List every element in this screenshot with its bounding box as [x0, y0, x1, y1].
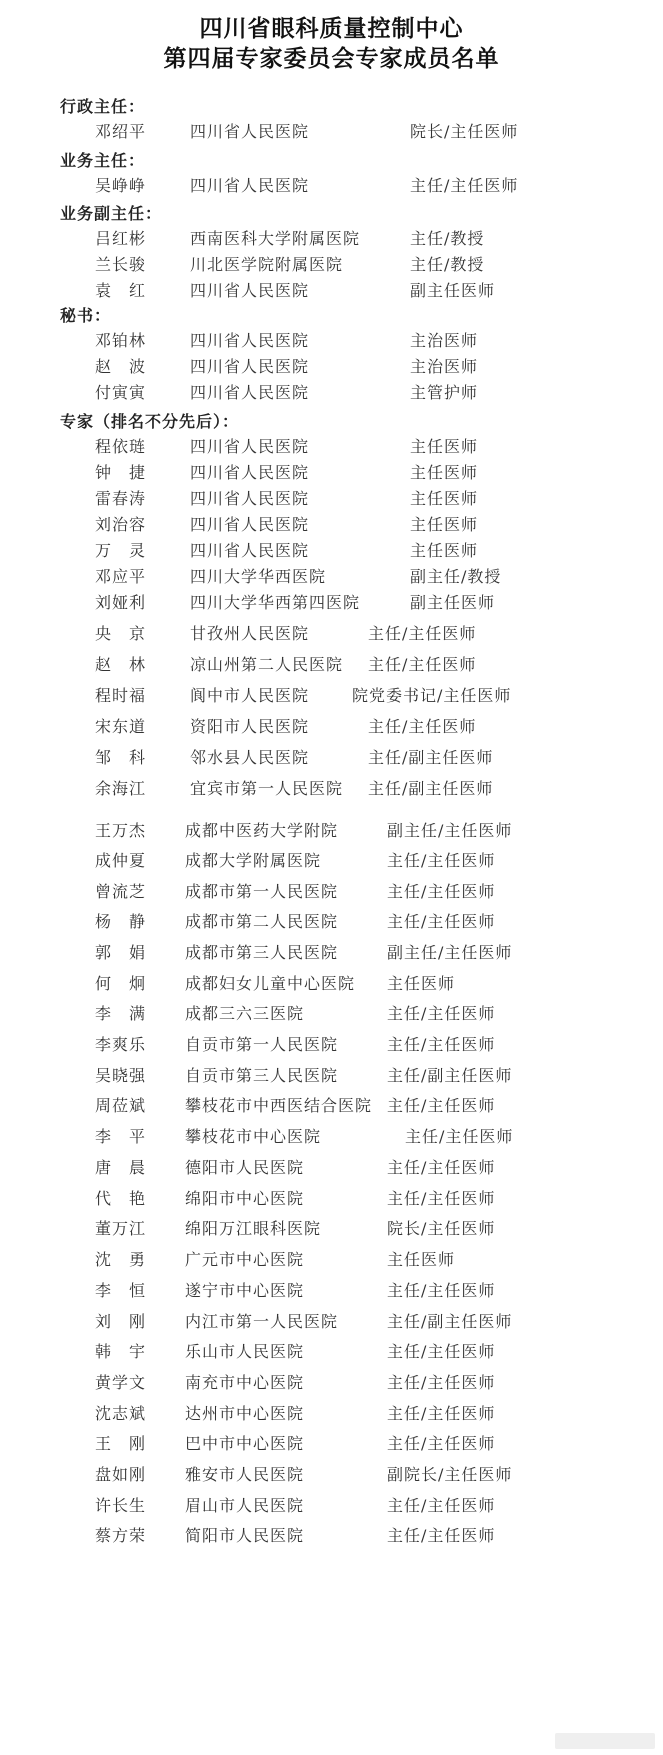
- member-name: 央 京: [95, 624, 147, 643]
- member-hospital: 眉山市人民医院: [185, 1496, 305, 1515]
- member-row: [0, 485, 663, 513]
- member-name: 李爽乐: [95, 1035, 147, 1054]
- member-hospital: 西南医科大学附属医院: [190, 229, 361, 248]
- member-hospital: 达州市中心医院: [185, 1404, 305, 1423]
- member-position: 主任/主任医师: [368, 717, 477, 736]
- member-name: 袁 红: [95, 281, 147, 300]
- member-hospital: 四川省人民医院: [190, 122, 310, 141]
- member-row: [0, 817, 663, 845]
- member-row: [0, 939, 663, 967]
- member-row: [0, 1492, 663, 1520]
- member-hospital: 成都市第一人民医院: [185, 882, 339, 901]
- member-row: [0, 277, 663, 305]
- member-row: [0, 1277, 663, 1305]
- member-hospital: 四川大学华西第四医院: [190, 593, 361, 612]
- member-row: [0, 847, 663, 875]
- member-row: [0, 1430, 663, 1458]
- member-position: 副主任/主任医师: [387, 943, 513, 962]
- member-position: 主任/主任医师: [387, 1281, 496, 1300]
- member-row: [0, 459, 663, 487]
- member-row: [0, 1522, 663, 1550]
- member-position: 主任/主任医师: [387, 1096, 496, 1115]
- section-heading: 秘书：: [60, 306, 112, 325]
- document-title-line-1: 四川省眼科质量控制中心: [199, 16, 464, 42]
- member-hospital: 广元市中心医院: [185, 1250, 305, 1269]
- member-position: 主管护师: [410, 383, 479, 402]
- member-row: [0, 225, 663, 253]
- member-name: 赵 波: [95, 357, 147, 376]
- member-name: 邓绍平: [95, 122, 147, 141]
- member-row: [0, 433, 663, 461]
- member-name: 付寅寅: [95, 383, 147, 402]
- member-hospital: 四川省人民医院: [190, 383, 310, 402]
- member-hospital: 遂宁市中心医院: [185, 1281, 305, 1300]
- member-name: 邹 科: [95, 748, 147, 767]
- member-name: 杨 静: [95, 912, 147, 931]
- member-row: [0, 908, 663, 936]
- member-hospital: 成都市第三人民医院: [185, 943, 339, 962]
- member-hospital: 绵阳市中心医院: [185, 1189, 305, 1208]
- section-heading: 专家（排名不分先后）：: [60, 412, 240, 431]
- member-name: 雷春涛: [95, 489, 147, 508]
- member-row: [0, 251, 663, 279]
- member-row: [0, 118, 663, 146]
- member-hospital: 川北医学院附属医院: [190, 255, 344, 274]
- member-position: 主任/主任医师: [387, 1496, 496, 1515]
- member-row: [0, 1400, 663, 1428]
- member-position: 主任/主任医师: [368, 624, 477, 643]
- member-position: 院长/主任医师: [387, 1219, 496, 1238]
- section-heading: 行政主任：: [60, 97, 146, 116]
- member-row: [0, 775, 663, 803]
- member-name: 邓应平: [95, 567, 147, 586]
- section-heading: 业务主任：: [60, 151, 146, 170]
- member-position: 主任/主任医师: [387, 1526, 496, 1545]
- member-hospital: 成都市第二人民医院: [185, 912, 339, 931]
- member-hospital: 四川省人民医院: [190, 176, 310, 195]
- member-row: [0, 1062, 663, 1090]
- member-hospital: 内江市第一人民医院: [185, 1312, 339, 1331]
- member-position: 主任医师: [410, 541, 479, 560]
- member-row: [0, 682, 663, 710]
- member-position: 主任医师: [410, 515, 479, 534]
- member-row: [0, 1308, 663, 1336]
- member-name: 韩 宇: [95, 1342, 147, 1361]
- section-heading: 业务副主任：: [60, 204, 163, 223]
- member-name: 万 灵: [95, 541, 147, 560]
- member-name: 王万杰: [95, 821, 147, 840]
- member-row: [0, 970, 663, 998]
- member-row: [0, 327, 663, 355]
- member-name: 吕红彬: [95, 229, 147, 248]
- member-name: 王 刚: [95, 1434, 147, 1453]
- member-position: 主任/主任医师: [387, 1434, 496, 1453]
- member-position: 副主任医师: [410, 281, 496, 300]
- member-hospital: 巴中市中心医院: [185, 1434, 305, 1453]
- member-position: 主任/主任医师: [387, 912, 496, 931]
- member-name: 周莅斌: [95, 1096, 147, 1115]
- member-hospital: 四川省人民医院: [190, 541, 310, 560]
- member-position: 主任医师: [410, 463, 479, 482]
- member-name: 成仲夏: [95, 851, 147, 870]
- member-position: 主任医师: [410, 437, 479, 456]
- member-name: 李 满: [95, 1004, 147, 1023]
- member-hospital: 攀枝花市中心医院: [185, 1127, 322, 1146]
- member-hospital: 资阳市人民医院: [190, 717, 310, 736]
- member-hospital: 自贡市第一人民医院: [185, 1035, 339, 1054]
- member-row: [0, 589, 663, 617]
- member-position: 副主任医师: [410, 593, 496, 612]
- member-position: 主任/主任医师: [405, 1127, 514, 1146]
- member-name: 代 艳: [95, 1189, 147, 1208]
- member-name: 李 恒: [95, 1281, 147, 1300]
- member-row: [0, 537, 663, 565]
- member-position: 主任/主任医师: [387, 1004, 496, 1023]
- member-position: 主任/副主任医师: [368, 748, 494, 767]
- member-name: 刘 刚: [95, 1312, 147, 1331]
- member-hospital: 南充市中心医院: [185, 1373, 305, 1392]
- member-hospital: 邻水县人民医院: [190, 748, 310, 767]
- member-hospital: 甘孜州人民医院: [190, 624, 310, 643]
- member-hospital: 乐山市人民医院: [185, 1342, 305, 1361]
- member-hospital: 四川省人民医院: [190, 357, 310, 376]
- member-row: [0, 1185, 663, 1213]
- member-position: 主任/教授: [410, 255, 485, 274]
- member-hospital: 阆中市人民医院: [190, 686, 310, 705]
- member-hospital: 雅安市人民医院: [185, 1465, 305, 1484]
- member-name: 许长生: [95, 1496, 147, 1515]
- member-name: 刘治容: [95, 515, 147, 534]
- member-position: 副主任/教授: [410, 567, 502, 586]
- member-hospital: 成都中医药大学附院: [185, 821, 339, 840]
- member-name: 郭 娟: [95, 943, 147, 962]
- member-row: [0, 1246, 663, 1274]
- member-position: 主任/主任医师: [387, 1373, 496, 1392]
- member-position: 主任/主任医师: [387, 882, 496, 901]
- member-hospital: 四川省人民医院: [190, 437, 310, 456]
- member-row: [0, 1154, 663, 1182]
- member-position: 主任/主任医师: [387, 1342, 496, 1361]
- member-name: 余海江: [95, 779, 147, 798]
- member-row: [0, 1031, 663, 1059]
- watermark: [555, 1733, 655, 1749]
- document-title-line-2: 第四届专家委员会专家成员名单: [163, 46, 500, 72]
- member-row: [0, 744, 663, 772]
- member-position: 主任医师: [387, 1250, 456, 1269]
- member-position: 主治医师: [410, 357, 479, 376]
- member-row: [0, 1215, 663, 1243]
- member-position: 主任/教授: [410, 229, 485, 248]
- member-position: 院长/主任医师: [410, 122, 519, 141]
- member-hospital: 四川大学华西医院: [190, 567, 327, 586]
- member-name: 程依琏: [95, 437, 147, 456]
- member-hospital: 成都大学附属医院: [185, 851, 322, 870]
- member-hospital: 四川省人民医院: [190, 463, 310, 482]
- member-hospital: 攀枝花市中西医结合医院: [185, 1096, 373, 1115]
- member-row: [0, 878, 663, 906]
- member-row: [0, 1338, 663, 1366]
- member-name: 吴晓强: [95, 1066, 147, 1085]
- member-position: 副院长/主任医师: [387, 1465, 513, 1484]
- member-position: 主任医师: [410, 489, 479, 508]
- member-name: 黄学文: [95, 1373, 147, 1392]
- member-row: [0, 379, 663, 407]
- member-hospital: 简阳市人民医院: [185, 1526, 305, 1545]
- member-position: 主任/主任医师: [387, 1158, 496, 1177]
- member-row: [0, 563, 663, 591]
- member-position: 主任医师: [387, 974, 456, 993]
- member-name: 吴峥峥: [95, 176, 147, 195]
- member-position: 主任/主任医师: [387, 1189, 496, 1208]
- member-row: [0, 353, 663, 381]
- member-row: [0, 713, 663, 741]
- member-name: 蔡方荣: [95, 1526, 147, 1545]
- member-name: 钟 捷: [95, 463, 147, 482]
- member-name: 唐 晨: [95, 1158, 147, 1177]
- member-name: 董万江: [95, 1219, 147, 1238]
- member-name: 邓铂林: [95, 331, 147, 350]
- member-hospital: 自贡市第三人民医院: [185, 1066, 339, 1085]
- member-hospital: 成都妇女儿童中心医院: [185, 974, 356, 993]
- member-position: 主任/主任医师: [387, 851, 496, 870]
- member-hospital: 四川省人民医院: [190, 515, 310, 534]
- member-name: 盘如刚: [95, 1465, 147, 1484]
- member-name: 兰长骏: [95, 255, 147, 274]
- member-row: [0, 1461, 663, 1489]
- member-name: 宋东道: [95, 717, 147, 736]
- member-position: 主任/主任医师: [410, 176, 519, 195]
- member-row: [0, 1369, 663, 1397]
- member-position: 副主任/主任医师: [387, 821, 513, 840]
- member-hospital: 德阳市人民医院: [185, 1158, 305, 1177]
- member-hospital: 宜宾市第一人民医院: [190, 779, 344, 798]
- member-hospital: 绵阳万江眼科医院: [185, 1219, 322, 1238]
- member-position: 主任/副主任医师: [387, 1066, 513, 1085]
- member-hospital: 成都三六三医院: [185, 1004, 305, 1023]
- member-position: 主任/主任医师: [387, 1404, 496, 1423]
- member-row: [0, 511, 663, 539]
- member-position: 院党委书记/主任医师: [352, 686, 512, 705]
- member-row: [0, 1123, 663, 1151]
- member-hospital: 四川省人民医院: [190, 331, 310, 350]
- member-name: 沈 勇: [95, 1250, 147, 1269]
- member-name: 刘娅利: [95, 593, 147, 612]
- member-name: 何 炯: [95, 974, 147, 993]
- member-name: 程时福: [95, 686, 147, 705]
- member-hospital: 四川省人民医院: [190, 281, 310, 300]
- member-row: [0, 1092, 663, 1120]
- member-name: 赵 林: [95, 655, 147, 674]
- member-hospital: 四川省人民医院: [190, 489, 310, 508]
- member-name: 曾流芝: [95, 882, 147, 901]
- member-position: 主任/副主任医师: [387, 1312, 513, 1331]
- member-row: [0, 172, 663, 200]
- member-row: [0, 1000, 663, 1028]
- member-position: 主治医师: [410, 331, 479, 350]
- member-row: [0, 620, 663, 648]
- member-name: 沈志斌: [95, 1404, 147, 1423]
- member-position: 主任/副主任医师: [368, 779, 494, 798]
- member-hospital: 凉山州第二人民医院: [190, 655, 344, 674]
- member-name: 李 平: [95, 1127, 147, 1146]
- member-position: 主任/主任医师: [387, 1035, 496, 1054]
- member-position: 主任/主任医师: [368, 655, 477, 674]
- member-row: [0, 651, 663, 679]
